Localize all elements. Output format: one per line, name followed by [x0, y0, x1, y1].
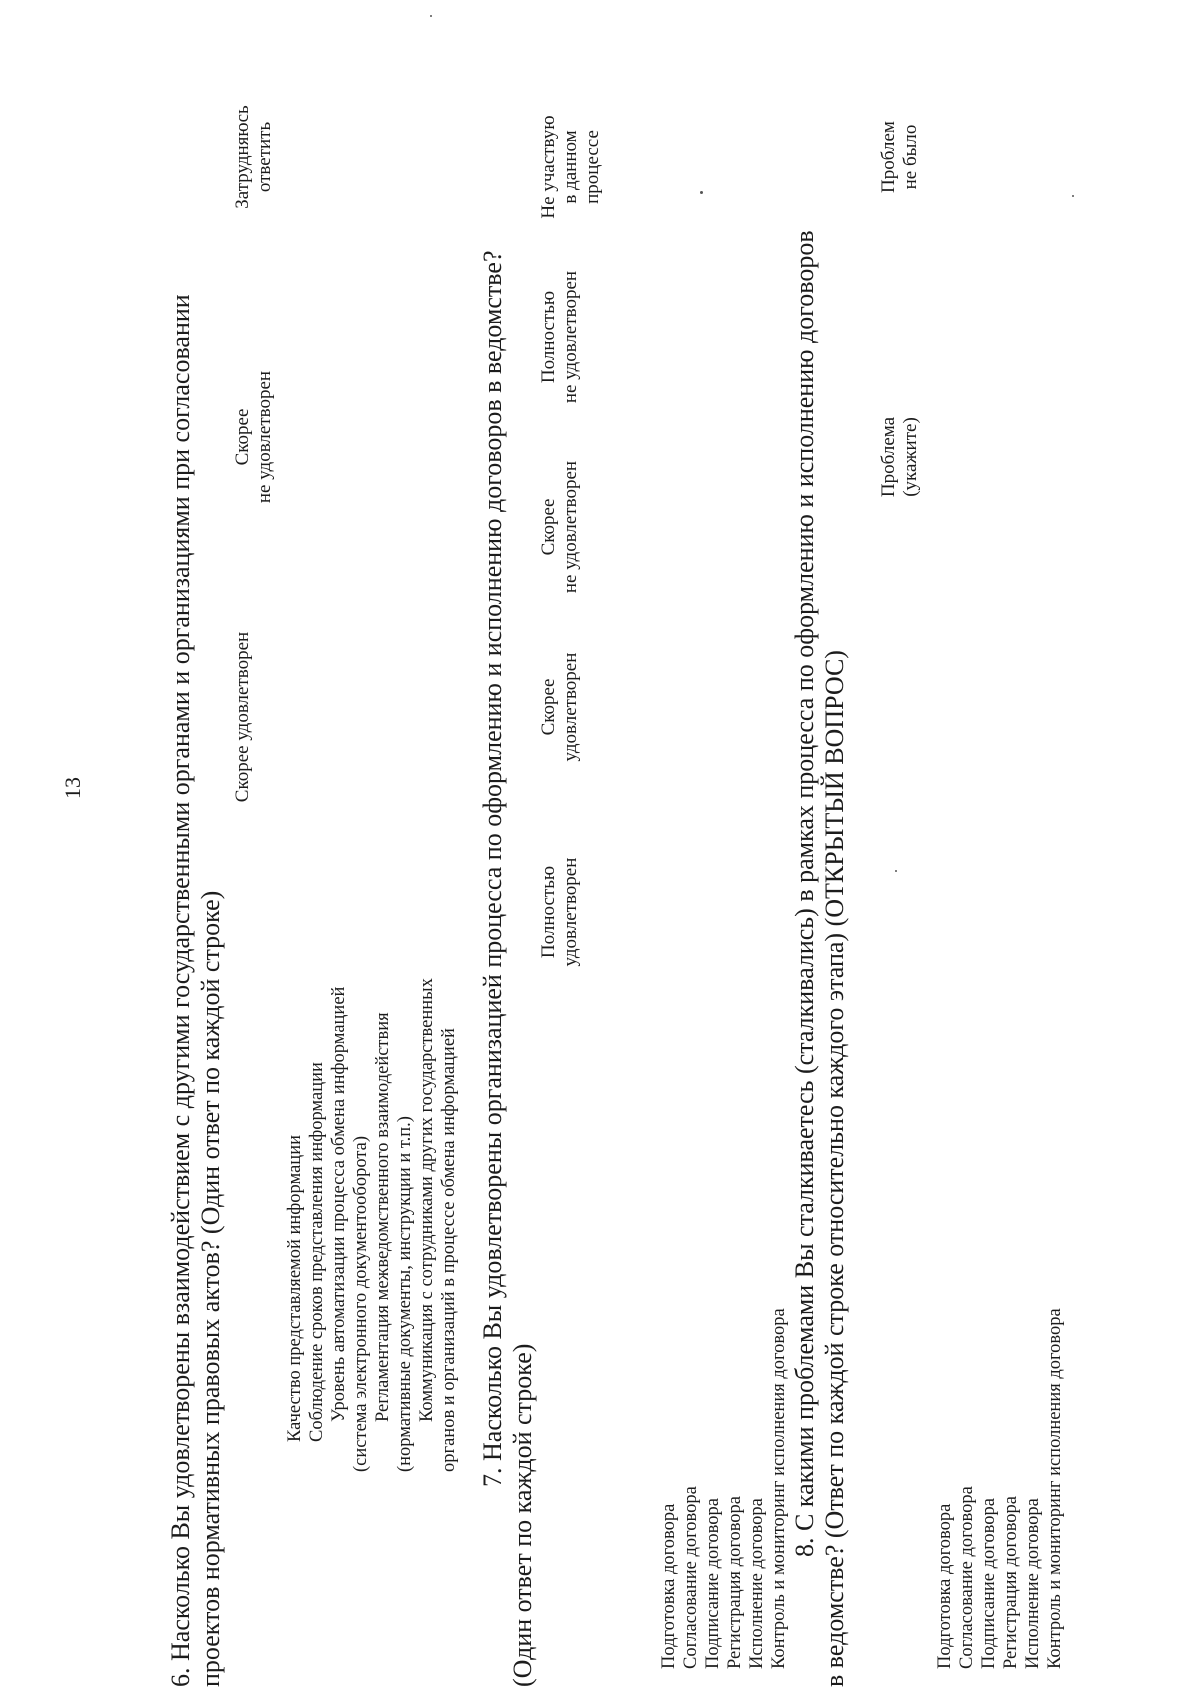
q8-column-header-1 — [878, 367, 922, 547]
q6-column-header-2 — [232, 337, 276, 537]
q7-column-header-5 — [538, 77, 604, 257]
q6-row-1: Качество представляемой информации — [285, 1134, 305, 1442]
q7-col4-line2: не удовлетворен — [560, 270, 581, 404]
q6-row-4-continued: (нормативные документы, инструкции и т.п.) — [395, 1116, 415, 1472]
scan-speck — [700, 191, 703, 194]
q7-row-5: Исполнение договора — [747, 1498, 767, 1669]
q6-col3-line2: ответить — [254, 121, 275, 193]
q7-col2-line2: удовлетворен — [560, 652, 581, 762]
q8-row-1: Подготовка договора — [935, 1503, 955, 1669]
q7-column-header-3 — [538, 437, 582, 617]
q6-row-3-continued: (система электронного документооборота) — [351, 1135, 371, 1472]
q8-col2-line2: не было — [900, 124, 921, 190]
q7-col1-line2: удовлетворен — [560, 857, 581, 967]
question-7-text-line-1: 7. Насколько Вы удовлетворены организацией процесса по оформлению и исполнению договоров в ведомстве? — [478, 250, 507, 1487]
q7-column-header-4 — [538, 247, 582, 427]
q7-row-6: Контроль и мониторинг исполнения договора — [769, 1308, 789, 1669]
question-7-text-line-2: (Один ответ по каждой строке) — [508, 1343, 537, 1687]
q7-row-labels — [658, 1308, 790, 1669]
q8-col1-line2: (укажите) — [900, 417, 921, 497]
q6-col3-line1: Затрудняюсь — [232, 105, 253, 209]
q8-col1-line1: Проблема — [878, 416, 899, 498]
q7-column-header-2 — [538, 617, 582, 797]
q6-row-2: Соблюдение сроков представления информации — [307, 1062, 327, 1442]
q6-col2-line1: Скорее — [232, 408, 253, 466]
q7-col5-line2: в данном — [560, 130, 581, 204]
q7-col4-line1: Полностью — [538, 290, 559, 384]
scan-speck — [895, 870, 897, 872]
q8-row-labels — [934, 1308, 1066, 1669]
q8-row-6: Контроль и мониторинг исполнения договора — [1045, 1308, 1065, 1669]
q7-col5-line3: процессе — [582, 130, 603, 204]
question-8-text-line-1: 8. С какими проблемами Вы сталкиваетесь (сталкивались) в рамках процесса по оформлению и исполнению договоров — [790, 230, 819, 1557]
question-6-text-line-2: проектов нормативных правовых актов? (Один ответ по каждой строке) — [196, 890, 225, 1687]
q8-col2-line1: Проблем — [878, 121, 899, 193]
page-number: 13 — [60, 777, 85, 799]
q7-col1-line1: Полностью — [538, 865, 559, 959]
q6-col2-line2: не удовлетворен — [254, 370, 275, 504]
q6-row-4: Регламентация межведомственного взаимодействия — [373, 1012, 393, 1422]
q8-row-5: Исполнение договора — [1023, 1498, 1043, 1669]
question-6-text-line-1: 6. Насколько Вы удовлетворены взаимодействием с другими государственными органами и организациями при согласовании — [166, 294, 195, 1687]
q7-row-3: Подписание договора — [703, 1498, 723, 1669]
scan-speck — [1072, 195, 1074, 197]
q7-col3-line1: Скорее — [538, 498, 559, 556]
q6-row-5-continued: органов и организаций в процессе обмена информацией — [439, 1028, 459, 1472]
q7-col5-line1: Не участвую — [538, 115, 559, 219]
question-8-text-line-2: в ведомстве? (Ответ по каждой строке относительно каждого этапа) (ОТКРЫТЫЙ ВОПРОС) — [820, 650, 849, 1687]
q8-column-header-2 — [878, 77, 922, 237]
q6-column-header-1 — [232, 537, 254, 897]
q7-row-4: Регистрация договора — [725, 1495, 745, 1669]
q7-row-2: Согласование договора — [681, 1486, 701, 1669]
q8-row-4: Регистрация договора — [1001, 1495, 1021, 1669]
q6-row-3: Уровень автоматизации процесса обмена информацией — [329, 986, 349, 1422]
q6-row-5: Коммуникация с сотрудниками других государственных — [417, 978, 437, 1422]
q7-column-header-1 — [538, 817, 582, 1007]
q7-col3-line2: не удовлетворен — [560, 460, 581, 594]
q8-row-3: Подписание договора — [979, 1498, 999, 1669]
q6-row-labels — [284, 978, 460, 1472]
q6-col1-line1: Скорее удовлетворен — [232, 631, 253, 803]
q7-col2-line1: Скорее — [538, 678, 559, 736]
q7-row-1: Подготовка договора — [659, 1503, 679, 1669]
q8-row-2: Согласование договора — [957, 1486, 977, 1669]
q6-column-header-3 — [232, 77, 276, 237]
scan-speck — [430, 15, 432, 17]
